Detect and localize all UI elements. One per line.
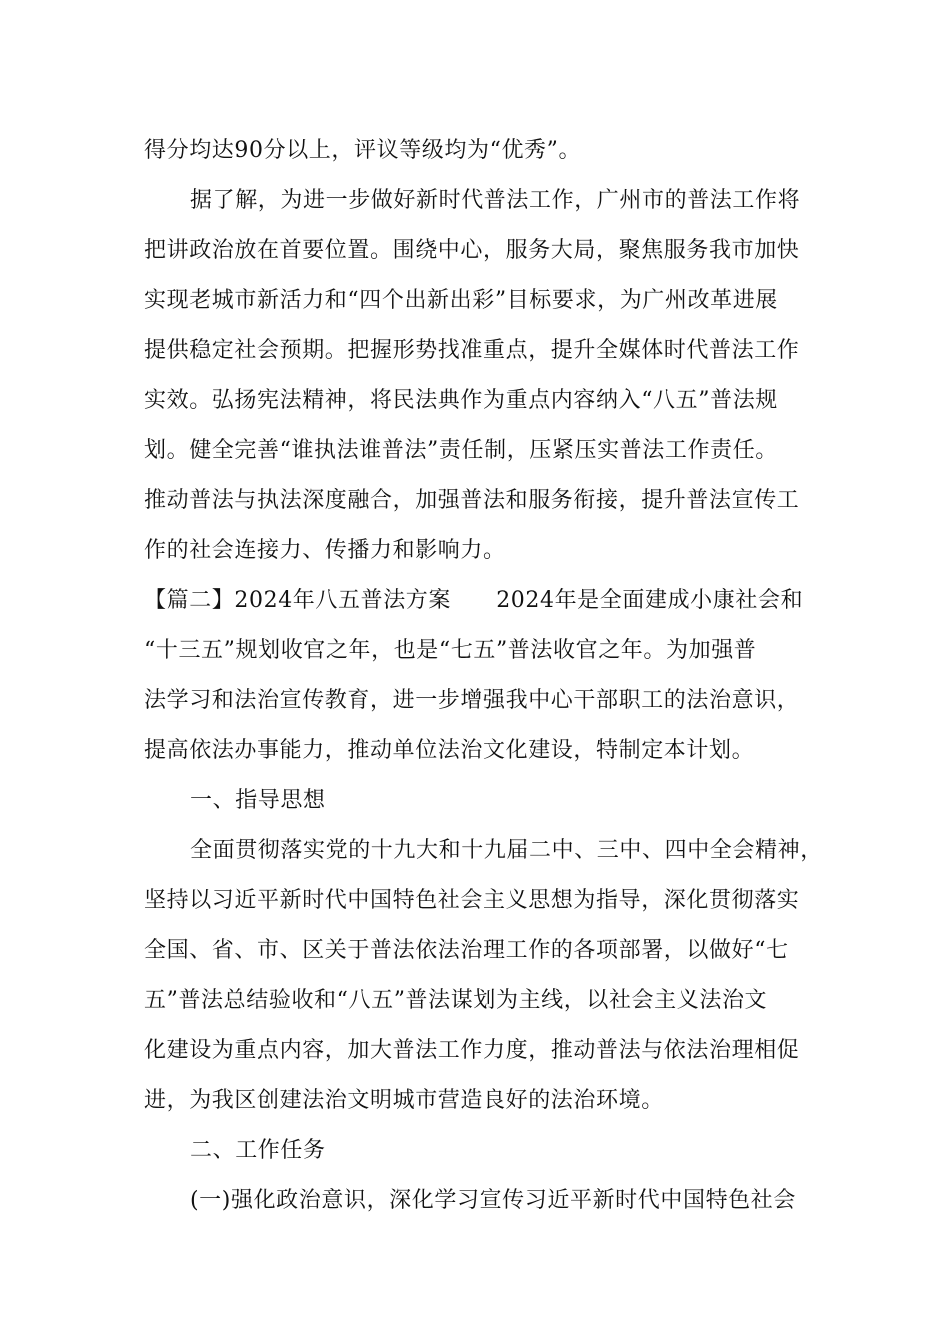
text-line: 作的社会连接力、传播力和影响力。 bbox=[144, 538, 506, 563]
text-line: 全国、省、市、区关于普法依法治理工作的各项部署，以做好“七 bbox=[144, 938, 789, 963]
text-line: 得分均达90分以上，评议等级均为“优秀”。 bbox=[144, 138, 582, 163]
paragraph-first-line: 全面贯彻落实党的十九大和十九届二中、三中、四中全会精神， bbox=[190, 838, 823, 863]
text-line: 划。健全完善“谁执法谁普法”责任制，压紧压实普法工作责任。 bbox=[144, 438, 778, 463]
text-line: 五”普法总结验收和“八五”普法谋划为主线，以社会主义法治文 bbox=[144, 988, 768, 1013]
section-title-line: 【篇二】2024年八五普法方案 2024年是全面建成小康社会和 bbox=[144, 588, 804, 613]
heading-work-tasks: 二、工作任务 bbox=[190, 1138, 326, 1163]
text-line: 推动普法与执法深度融合，加强普法和服务衔接，提升普法宣传工 bbox=[144, 488, 800, 513]
text-line: 实现老城市新活力和“四个出新出彩”目标要求，为广州改革进展 bbox=[144, 288, 778, 313]
text-line: 把讲政治放在首要位置。围绕中心，服务大局，聚焦服务我市加快 bbox=[144, 238, 800, 263]
text-line: 坚持以习近平新时代中国特色社会主义思想为指导，深化贯彻落实 bbox=[144, 888, 800, 913]
paragraph-first-line: (一)强化政治意识，深化学习宣传习近平新时代中国特色社会 bbox=[190, 1188, 796, 1213]
text-line: 进，为我区创建法治文明城市营造良好的法治环境。 bbox=[144, 1088, 664, 1113]
text-line: “十三五”规划收官之年，也是“七五”普法收官之年。为加强普 bbox=[144, 638, 757, 663]
heading-guiding-ideology: 一、指导思想 bbox=[190, 788, 326, 813]
text-line: 提高依法办事能力，推动单位法治文化建设，特制定本计划。 bbox=[144, 738, 755, 763]
text-line: 实效。弘扬宪法精神，将民法典作为重点内容纳入“八五”普法规 bbox=[144, 388, 778, 413]
text-line: 法学习和法治宣传教育，进一步增强我中心干部职工的法治意识， bbox=[144, 688, 800, 713]
text-line: 提供稳定社会预期。把握形势找准重点，提升全媒体时代普法工作 bbox=[144, 338, 800, 363]
text-line: 化建设为重点内容，加大普法工作力度，推动普法与依法治理相促 bbox=[144, 1038, 800, 1063]
paragraph-first-line: 据了解，为进一步做好新时代普法工作，广州市的普法工作将 bbox=[190, 188, 801, 213]
